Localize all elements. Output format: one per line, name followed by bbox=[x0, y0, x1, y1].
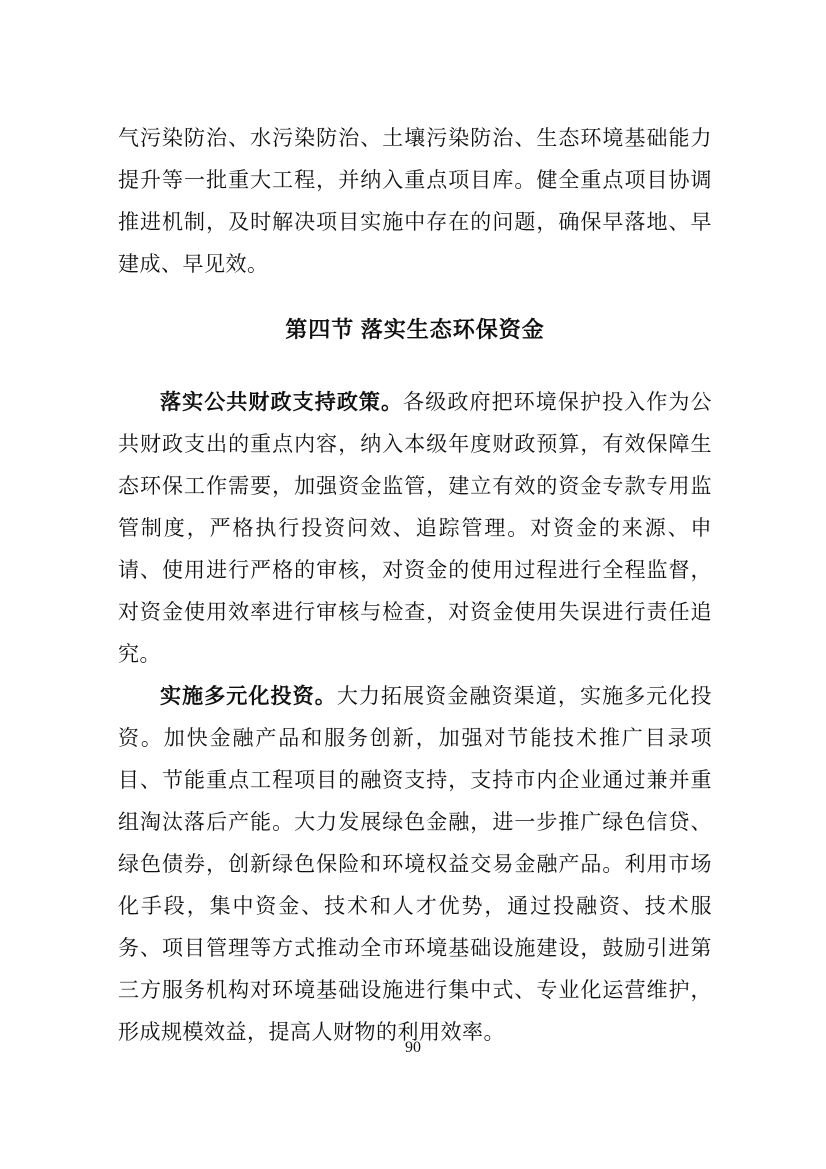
section-heading: 第四节 落实生态环保资金 bbox=[285, 317, 545, 342]
paragraph-continuation-text: 气污染防治、水污染防治、土壤污染防治、生态环境基础能力提升等一批重大工程，并纳入重点项目库。健全重点项目协调推进机制，及时解决项目实施中存在的问题，确保早落地、早建成、早见效。 bbox=[118, 126, 712, 276]
paragraph-public-finance bbox=[118, 381, 712, 675]
page-number: 90 bbox=[405, 1039, 421, 1056]
paragraph-diversified-investment bbox=[118, 675, 712, 1053]
paragraph-continuation bbox=[118, 117, 712, 285]
paragraph-lead-public-finance: 落实公共财政支持政策。 bbox=[160, 390, 404, 414]
paragraph-body-diversified-investment: 大力拓展资金融资渠道，实施多元化投资。加快金融产品和服务创新，加强对节能技术推广目录项目、节能重点工程项目的融资支持，支持市内企业通过兼并重组淘汰落后产能。大力发展绿色金融，进一步推广绿色信贷、绿色债券，创新绿色保险和环境权益交易金融产品。利用市场化手段，集中资金、技术和人才优势，通过投融资、技术服务、项目管理等方式推动全市环境基础设施建设，鼓励引进第三方服务机构对环境基础设施进行集中式、专业化运营维护，形成规模效益，提高人财物的利用效率。 bbox=[118, 684, 713, 1044]
paragraph-body-public-finance: 各级政府把环境保护投入作为公共财政支出的重点内容，纳入本级年度财政预算，有效保障生态环保工作需要，加强资金监管，建立有效的资金专款专用监管制度，严格执行投资问效、追踪管理。对资金的来源、申请、使用进行严格的审核，对资金的使用过程进行全程监督，对资金使用效率进行审核与检查，对资金使用失误进行责任追究。 bbox=[118, 390, 713, 666]
paragraph-lead-diversified-investment: 实施多元化投资。 bbox=[160, 684, 337, 708]
document-body bbox=[118, 117, 712, 1053]
